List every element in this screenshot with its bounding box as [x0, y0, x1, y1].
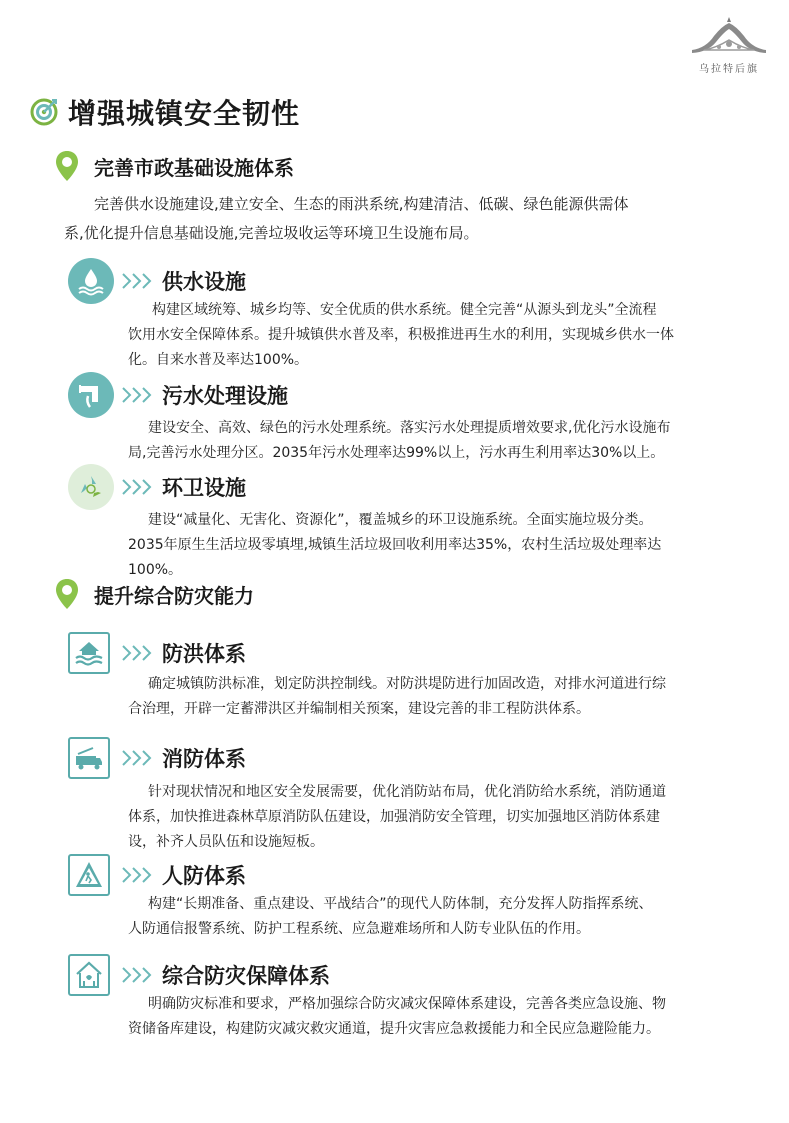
item-heading-sewage	[68, 372, 288, 418]
body-line: 局,完善污水处理分区。2035年污水处理率达99%以上，污水再生利用率达30%以上。	[128, 445, 665, 461]
item-title: 防洪体系	[162, 642, 246, 666]
intro-line: 系,优化提升信息基础设施,完善垃圾收运等环境卫生设施布局。	[64, 224, 479, 242]
chevrons-icon	[120, 272, 158, 290]
chevrons-icon	[120, 749, 158, 767]
body-line: 构建“长期准备、重点建设、平战结合”的现代人防体制，充分发挥人防指挥系统、	[148, 896, 653, 912]
body-line: 建设安全、高效、绿色的污水处理系统。落实污水处理提质增效要求,优化污水设施布	[148, 420, 671, 436]
item-body-comprehensive	[128, 992, 758, 1042]
item-body-flood	[128, 672, 758, 722]
page-title: 增强城镇安全韧性	[68, 97, 301, 130]
body-line: 人防通信报警系统、防护工程系统、应急避难场所和人防专业队伍的作用。	[128, 921, 590, 937]
body-line: 合治理，开辟一定蓄滞洪区并编制相关预案，建设完善的非工程防洪体系。	[128, 701, 590, 717]
body-line: 建设“减量化、无害化、资源化”，覆盖城乡的环卫设施系统。全面实施垃圾分类。	[148, 512, 653, 528]
section-intro	[64, 190, 764, 248]
pavilion-roof-logo-icon	[686, 14, 772, 60]
logo	[686, 14, 772, 76]
item-body-fire	[128, 780, 758, 855]
section-heading-text: 完善市政基础设施体系	[94, 155, 294, 180]
chevrons-icon	[120, 478, 158, 496]
body-line: 设，补齐人员队伍和设施短板。	[128, 834, 324, 850]
water-drop-icon	[68, 258, 114, 304]
location-pin-icon	[54, 578, 80, 610]
section-heading-municipal	[54, 150, 294, 182]
item-heading-flood	[64, 628, 246, 678]
body-line: 确定城镇防洪标准，划定防洪控制线。对防洪堤防进行加固改造，对排水河道进行综	[148, 676, 666, 692]
body-line: 体系，加快推进森林草原消防队伍建设，加强消防安全管理，切实加强地区消防体系建	[128, 809, 660, 825]
chevrons-icon	[120, 866, 158, 884]
flood-house-icon	[68, 632, 110, 674]
body-line: 2035年原生生活垃圾零填埋,城镇生活垃圾回收利用率达35%，农村生活垃圾处理率达	[128, 537, 662, 553]
body-line: 明确防灾标准和要求，严格加强综合防灾减灾保障体系建设，完善各类应急设施、物	[148, 996, 666, 1012]
intro-line: 完善供水设施建设,建立安全、生态的雨洪系统,构建清洁、低碳、绿色能源供需体	[94, 195, 629, 213]
sewage-pipe-icon	[68, 372, 114, 418]
chevrons-icon	[120, 386, 158, 404]
item-body-water-supply	[128, 298, 758, 373]
chevrons-icon	[120, 644, 158, 662]
item-body-sewage	[128, 416, 758, 466]
item-body-civil-defense	[128, 892, 758, 942]
house-protection-icon	[68, 954, 110, 996]
item-title: 综合防灾保障体系	[162, 964, 330, 988]
item-heading-sanitation	[68, 464, 246, 510]
section-heading-text: 提升综合防灾能力	[94, 583, 254, 608]
logo-text: 乌拉特后旗	[699, 64, 759, 75]
chevrons-icon	[120, 966, 158, 984]
section-heading-disaster	[54, 578, 254, 610]
body-line: 化。自来水普及率达100%。	[128, 352, 309, 368]
item-heading-fire	[64, 733, 246, 783]
item-title: 环卫设施	[162, 476, 246, 500]
shelter-sign-icon	[68, 854, 110, 896]
target-icon	[30, 98, 58, 126]
item-body-sanitation	[128, 508, 758, 583]
item-title: 消防体系	[162, 747, 246, 771]
body-line: 构建区域统筹、城乡均等、安全优质的供水系统。健全完善“从源头到龙头”全流程	[152, 302, 657, 318]
item-title: 供水设施	[162, 270, 246, 294]
item-title: 污水处理设施	[162, 384, 288, 408]
body-line: 100%。	[128, 562, 183, 578]
body-line: 饮用水安全保障体系。提升城镇供水普及率，积极推进再生水的利用，实现城乡供水一体	[128, 327, 674, 343]
item-title: 人防体系	[162, 864, 246, 888]
fire-truck-icon	[68, 737, 110, 779]
body-line: 资储备库建设，构建防灾减灾救灾通道，提升灾害应急救援能力和全民应急避险能力。	[128, 1021, 660, 1037]
recycle-icon	[68, 464, 114, 510]
body-line: 针对现状情况和地区安全发展需要，优化消防站布局，优化消防给水系统，消防通道	[148, 784, 666, 800]
location-pin-icon	[54, 150, 80, 182]
page-title-block	[30, 92, 300, 132]
